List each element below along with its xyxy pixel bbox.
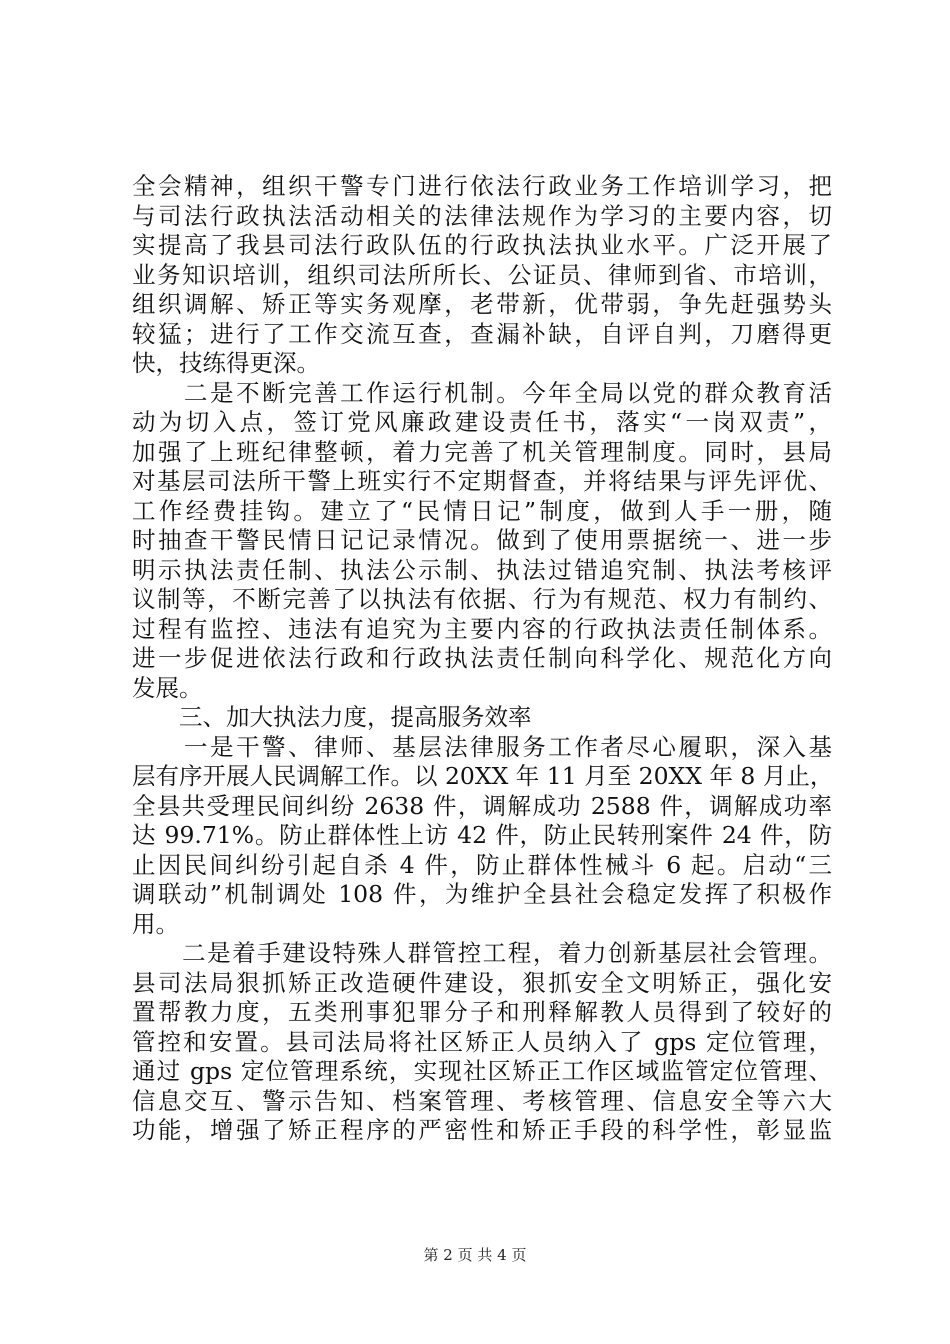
text-line: 动为切入点，签订党风廉政建设责任书，落实“一岗双责”， [132, 408, 832, 436]
text-line: 明示执法责任制、执法公示制、执法过错追究制、执法考核评 [132, 555, 832, 584]
text-line: 业务知识培训，组织司法所所长、公证员、律师到省、市培训， [132, 260, 832, 289]
text-line: 组织调解、矫正等实务观摩，老带新，优带弱，争先赶强势头 [132, 290, 832, 318]
text-line: 对基层司法所干警上班实行不定期督查，并将结果与评先评优、 [132, 467, 832, 495]
text-line: 快，技练得更深。 [132, 349, 320, 377]
text-line: 发展。 [132, 673, 203, 702]
text-line: 时抽查干警民情日记记录情况。做到了使用票据统一、进一步 [132, 526, 832, 554]
text-line: 功能，增强了矫正程序的严密性和矫正手段的科学性，彰显监 [132, 1116, 832, 1144]
text-line: 与司法行政执法活动相关的法律法规作为学习的主要内容，切 [132, 201, 832, 230]
text-line: 县司法局狠抓矫正改造硬件建设，狠抓安全文明矫正，强化安 [132, 968, 832, 997]
section-heading: 三、加大执法力度，提高服务效率 [132, 703, 532, 731]
text-line: 二是着手建设特殊人群管控工程，着力创新基层社会管理。 [132, 939, 832, 967]
text-line: 置帮教力度，五类刑事犯罪分子和刑释解教人员得到了较好的 [132, 998, 832, 1026]
text-line: 过程有监控、违法有追究为主要内容的行政执法责任制体系。 [132, 614, 832, 643]
text-line: 全县共受理民间纠纷 2638 件，调解成功 2588 件，调解成功率 [132, 791, 832, 820]
text-line: 一是干警、律师、基层法律服务工作者尽心履职，深入基 [132, 732, 832, 761]
text-line: 信息交互、警示告知、档案管理、考核管理、信息安全等六大 [132, 1086, 832, 1115]
text-line: 调联动”机制调处 108 件，为维护全县社会稳定发挥了积极作 [132, 880, 832, 908]
text-line: 达 99.71%。防止群体性上访 42 件，防止民转刑案件 24 件，防 [132, 821, 832, 849]
text-line: 止因民间纠纷引起自杀 4 件，防止群体性械斗 6 起。启动“三 [132, 850, 832, 879]
text-line: 二是不断完善工作运行机制。今年全局以党的群众教育活 [132, 378, 832, 407]
text-line: 加强了上班纪律整顿，着力完善了机关管理制度。同时，县局 [132, 437, 832, 466]
text-line: 工作经费挂钩。建立了“民情日记”制度，做到人手一册，随 [132, 496, 832, 525]
text-line: 较猛；进行了工作交流互查，查漏补缺，自评自判，刀磨得更 [132, 319, 832, 348]
text-line: 用。 [132, 909, 179, 938]
text-line: 全会精神，组织干警专门进行依法行政业务工作培训学习，把 [132, 172, 832, 200]
document-body [132, 172, 832, 1146]
text-line: 管控和安置。县司法局将社区矫正人员纳入了 gps 定位管理， [132, 1027, 832, 1056]
page-footer [0, 1245, 950, 1265]
text-line: 通过 gps 定位管理系统，实现社区矫正工作区域监管定位管理、 [132, 1057, 832, 1085]
text-line: 进一步促进依法行政和行政执法责任制向科学化、规范化方向 [132, 644, 832, 672]
text-line: 层有序开展人民调解工作。以 20XX 年 11 月至 20XX 年 8 月止， [132, 762, 834, 790]
page-number-label: 第 2 页 共 4 页 [423, 1246, 527, 1264]
text-line: 议制等，不断完善了以执法有依据、行为有规范、权力有制约、 [132, 585, 832, 613]
text-line: 实提高了我县司法行政队伍的行政执法执业水平。广泛开展了 [132, 231, 832, 259]
